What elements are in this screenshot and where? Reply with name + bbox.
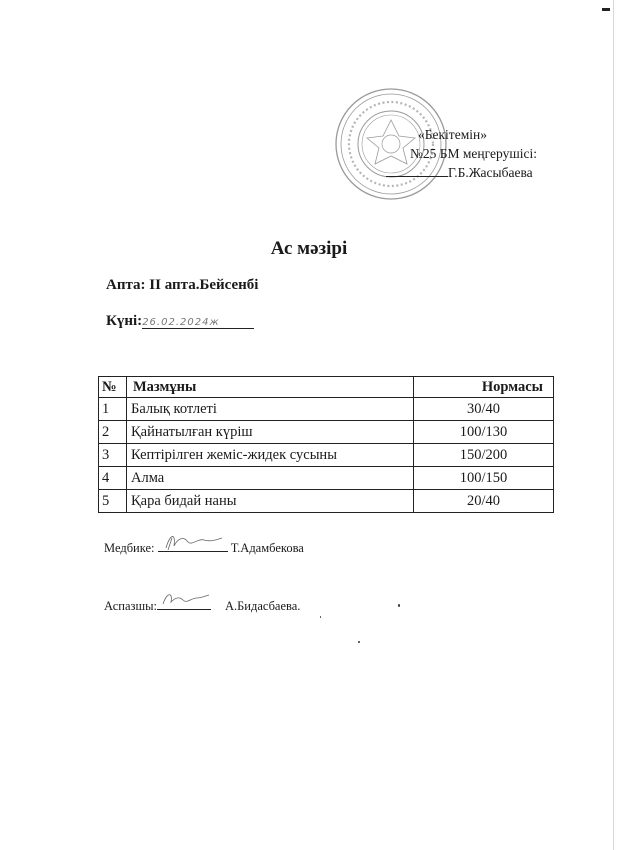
- scan-mark: [602, 8, 610, 11]
- row-num: 1: [99, 398, 127, 421]
- row-name: Балық котлеті: [127, 398, 414, 421]
- approve-label: «Бекітемін»: [418, 127, 487, 142]
- medic-signature-blank: [158, 538, 228, 552]
- week-line: Апта: II апта.Бейсенбі: [106, 277, 259, 293]
- row-num: 4: [99, 467, 127, 490]
- head-signature-blank: [386, 164, 448, 177]
- header-norm: Нормасы: [414, 377, 554, 398]
- row-name: Кептірілген жеміс-жидек сусыны: [127, 444, 414, 467]
- cook-name: А.Бидасбаева.: [224, 599, 301, 613]
- cook-signature-line: [104, 596, 300, 614]
- table-row: [99, 467, 554, 490]
- cook-signature-blank: [157, 596, 211, 610]
- table-row: [99, 421, 554, 444]
- row-norm: 100/150: [414, 467, 554, 490]
- row-num: 5: [99, 490, 127, 513]
- medic-signature-icon: [158, 528, 228, 554]
- row-norm: 20/40: [414, 490, 554, 513]
- row-num: 2: [99, 421, 127, 444]
- row-name: Қайнатылған күріш: [127, 421, 414, 444]
- date-value: 26.02.2024ж: [142, 317, 254, 329]
- row-name: Алма: [127, 467, 414, 490]
- medic-label: Медбике:: [104, 541, 155, 555]
- page-title: Ас мәзірі: [270, 238, 348, 259]
- table-header-row: [99, 377, 554, 398]
- row-num: 3: [99, 444, 127, 467]
- scan-speck: [320, 616, 321, 618]
- header-num: №: [99, 377, 127, 398]
- menu-table: [98, 376, 554, 513]
- table-row: [99, 490, 554, 513]
- scan-edge: [613, 0, 614, 850]
- scan-speck: [398, 604, 400, 607]
- cook-signature-icon: [157, 586, 211, 612]
- row-norm: 30/40: [414, 398, 554, 421]
- head-title: №25 БМ меңгерушісі:: [410, 146, 537, 161]
- scan-speck: [358, 641, 360, 643]
- date-line: [106, 313, 254, 330]
- medic-signature-line: [104, 538, 304, 556]
- head-signature-line: [386, 163, 533, 182]
- row-name: Қара бидай наны: [127, 490, 414, 513]
- header-name: Мазмұны: [127, 377, 414, 398]
- row-norm: 100/130: [414, 421, 554, 444]
- cook-label: Аспазшы:: [104, 599, 157, 613]
- medic-name: Т.Адамбекова: [230, 541, 304, 555]
- head-name: Г.Б.Жасыбаева: [448, 165, 533, 180]
- table-row: [99, 444, 554, 467]
- date-label: Күні:: [106, 313, 143, 329]
- table-row: [99, 398, 554, 421]
- row-norm: 150/200: [414, 444, 554, 467]
